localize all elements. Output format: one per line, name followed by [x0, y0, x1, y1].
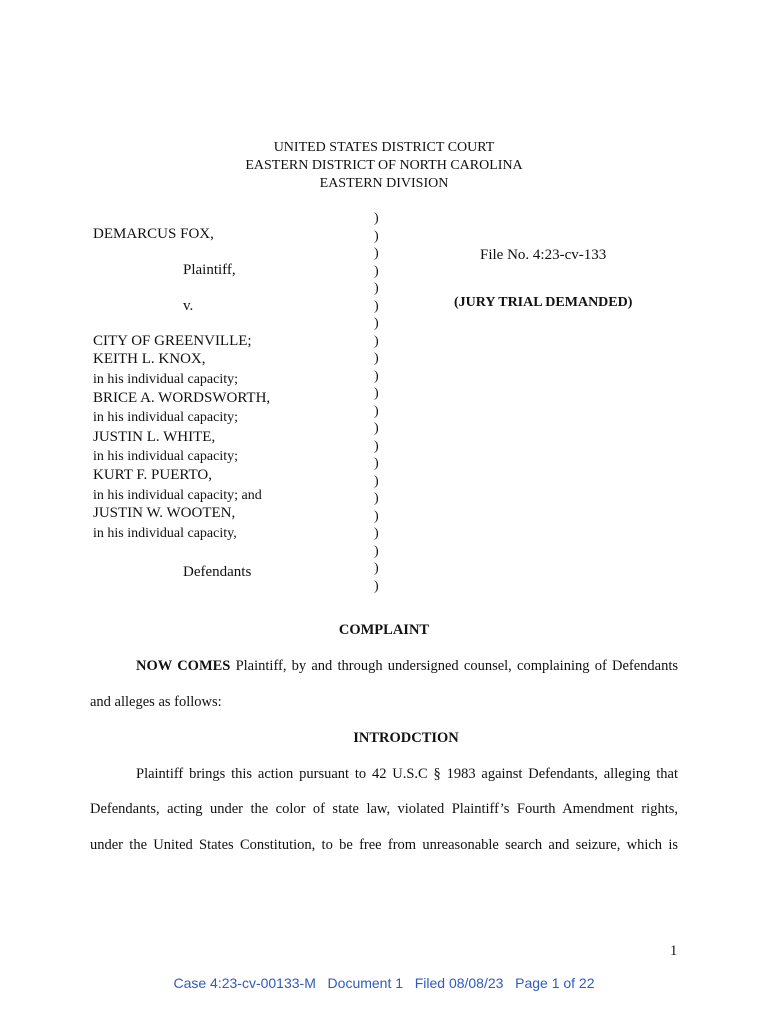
caption-parenthesis: ) — [374, 508, 379, 524]
caption-parenthesis: ) — [374, 526, 379, 541]
defendant-capacity: in his individual capacity; and — [93, 488, 262, 503]
intro-line-1 — [90, 658, 678, 675]
defendant-capacity: in his individual capacity; — [93, 410, 239, 425]
court-name: UNITED STATES DISTRICT COURT — [273, 140, 495, 155]
defendants-role: Defendants — [183, 564, 252, 580]
defendant-name: JUSTIN L. WHITE, — [93, 429, 216, 445]
defendant-name: JUSTIN W. WOOTEN, — [93, 505, 236, 521]
section-heading: INTRODCTION — [353, 730, 459, 746]
file-number: File No. 4:23-cv-133 — [480, 247, 607, 263]
defendant-name: KURT F. PUERTO, — [93, 467, 212, 483]
caption-parenthesis: ) — [374, 403, 379, 419]
caption-parenthesis: ) — [374, 211, 379, 226]
court-district: EASTERN DISTRICT OF NORTH CAROLINA — [245, 158, 523, 173]
page-number: 1 — [670, 943, 678, 959]
versus: v. — [183, 298, 194, 314]
paragraph-line-2: Defendants, acting under the color of state law, violated Plaintiff’s Fourth Amendment rights, — [90, 801, 678, 817]
intro-line-2: and alleges as follows: — [90, 694, 222, 710]
paragraph-line-1: Plaintiff brings this action pursuant to 42 U.S.C § 1983 against Defendants, alleging that — [136, 766, 678, 782]
caption-parenthesis: ) — [374, 228, 379, 244]
caption-parenthesis: ) — [374, 351, 379, 366]
caption-parenthesis: ) — [374, 438, 379, 454]
intro-rest: Plaintiff, by and through undersigned counsel, complaining of Defendants — [230, 658, 678, 674]
caption-parenthesis: ) — [374, 281, 379, 296]
caption-parenthesis: ) — [374, 421, 379, 436]
defendant-name: BRICE A. WORDSWORTH, — [93, 390, 271, 406]
footer-filed: Filed 08/08/23 — [414, 975, 504, 991]
caption-parenthesis: ) — [374, 578, 379, 594]
defendant-capacity: in his individual capacity, — [93, 526, 237, 541]
footer-document: Document 1 — [327, 975, 404, 991]
intro-bold: NOW COMES — [136, 658, 231, 674]
plaintiff-name: DEMARCUS FOX, — [93, 226, 214, 242]
filing-footer — [0, 975, 768, 991]
caption-parenthesis: ) — [374, 368, 379, 384]
footer-case: Case 4:23-cv-00133-M — [173, 975, 316, 991]
caption-parenthesis: ) — [374, 246, 379, 261]
caption-parenthesis: ) — [374, 386, 379, 401]
defendant-capacity: in his individual capacity; — [93, 449, 239, 464]
defendant-capacity: in his individual capacity; — [93, 372, 239, 387]
footer-page: Page 1 of 22 — [515, 975, 595, 991]
caption-parenthesis: ) — [374, 561, 379, 576]
caption-parenthesis: ) — [374, 491, 379, 506]
court-division: EASTERN DIVISION — [319, 176, 449, 191]
caption-parenthesis: ) — [374, 298, 379, 314]
defendant-name: KEITH L. KNOX, — [93, 351, 206, 367]
caption-parenthesis: ) — [374, 473, 379, 489]
defendant-name: CITY OF GREENVILLE; — [93, 333, 252, 349]
plaintiff-role: Plaintiff, — [183, 262, 236, 278]
caption-parenthesis: ) — [374, 333, 379, 349]
caption-parenthesis-column — [374, 210, 379, 595]
caption-parenthesis: ) — [374, 543, 379, 559]
caption-parenthesis: ) — [374, 263, 379, 279]
caption-parenthesis: ) — [374, 456, 379, 471]
complaint-title: COMPLAINT — [338, 622, 430, 638]
paragraph-line-3: under the United States Constitution, to be free from unreasonable search and seizure, which is — [90, 837, 678, 853]
jury-trial-demanded: (JURY TRIAL DEMANDED) — [454, 295, 633, 310]
caption-parenthesis: ) — [374, 316, 379, 331]
